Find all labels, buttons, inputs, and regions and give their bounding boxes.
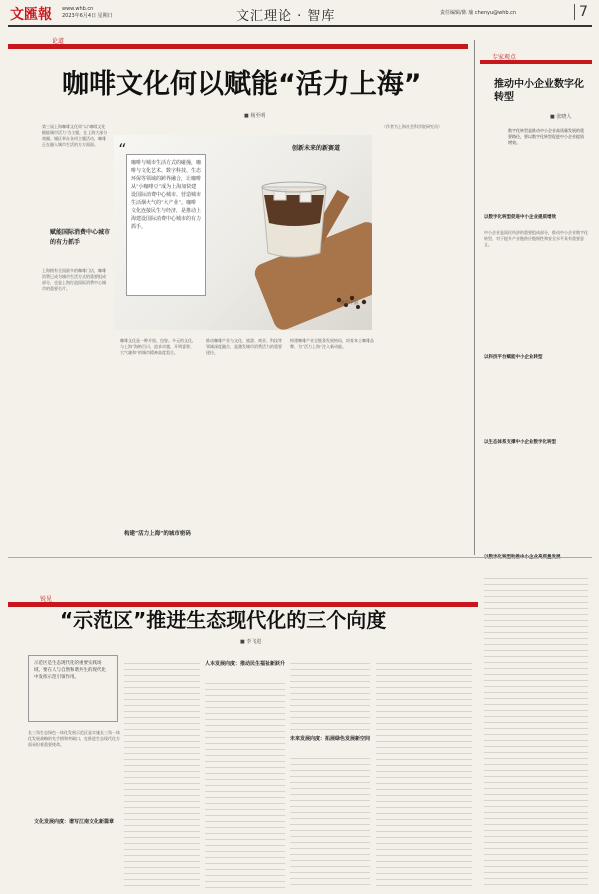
header-rule — [8, 25, 592, 27]
bottom-article-body: 长三角生态绿色一体化发展示范区是实施长三角一体化发展战略的先手棋和突破口，在推进生态现代化方面承担着重要使命。 — [28, 730, 120, 747]
bottom-text-column-4 — [376, 660, 472, 888]
top-article-body-5: 构建咖啡产业全链条发展格局，培育本土咖啡品牌，为“活力上海”注入新动能。 — [290, 338, 374, 349]
section-title: 文汇理论 · 智库 — [236, 9, 336, 24]
bottom-article-subhead-2: 未来发展向度：拓展绿色发展新空间 — [290, 736, 371, 742]
bottom-text-column-3b — [290, 755, 370, 888]
bottom-article-pull-quote: 示范区是生态现代化的重要实践场域，要在人与自然和谐共生的现代化中发挥示范引领作用。 — [34, 661, 106, 680]
top-article-headline: 咖啡文化何以赋能“活力上海” — [62, 69, 422, 100]
issue-date: 2023年6月4日 星期日 — [62, 13, 113, 19]
top-article-body-6: （作者为上海社会科学院研究员） — [382, 124, 442, 129]
photo-credit: 视觉中国 — [340, 301, 358, 306]
bottom-article-headline: “示范区”推进生态现代化的三个向度 — [60, 608, 387, 632]
side-article-subhead-3: 以生态体系支撑中小企业数字化转型 — [484, 440, 556, 445]
side-article-subhead-4 — [484, 555, 588, 561]
top-article-tag: 论道 — [52, 38, 65, 45]
bottom-text-column-1 — [124, 660, 200, 888]
bottom-article-subhead-1: 人本发展向度：推动民生福祉新跃升 — [205, 661, 286, 667]
top-article-subhead-3: 构建“活力上海”的城市密码 — [124, 531, 191, 537]
top-article-byline: ■ 杨至明 — [244, 113, 266, 119]
top-article-body-1: 第三届上海咖啡文化周“以‘咖啡文化赋能城市活力’为主题，在上海大部分商圈、城区举办各项主题活动，咖啡正在融入城市生活的方方面面。 — [42, 124, 108, 147]
page-number: 7 — [574, 4, 588, 20]
top-article-subhead-1: 赋能国际消费中心城市的有力抓手 — [50, 229, 111, 246]
top-article-body-4: 推动咖啡产业与文化、旅游、商业、科技等领域深度融合，是激发城市消费活力的重要途径。 — [206, 338, 282, 355]
newspaper-logo: 文匯報 — [10, 7, 52, 23]
bottom-article-subhead-3: 文化发展向度：谱写江南文化新篇章 — [34, 819, 115, 825]
side-article-subhead-2: 以科技平台赋能中小企业转型 — [484, 355, 543, 360]
bottom-text-column-3a — [290, 660, 370, 730]
quote-mark-icon: “ — [118, 140, 127, 159]
editor-credit: 责任编辑/陈 瑜 chenyu@whb.cn — [440, 10, 517, 16]
top-article-bar — [8, 44, 468, 49]
side-text-column-lower — [484, 575, 588, 888]
side-article-byline: ■ 张晓人 — [550, 114, 572, 120]
site-url: www.whb.cn — [62, 6, 94, 12]
section-divider — [8, 557, 592, 558]
top-article-subhead-2: 创新未来的新赛道 — [292, 145, 341, 152]
bottom-article-tag: 锐见 — [40, 596, 53, 603]
column-divider — [474, 40, 475, 555]
top-article-pull-quote: 咖啡与城市生活方式的碰撞，咖啡与文化艺术、数字科技、生态环保等领域的跨界融合，让咖啡从“小咖啡豆”成为上海加快建设国际消费中心城市、营造城市生活烟火气的“大产业”。咖啡文化连接民生与经济，是推动上海建设国际消费中心城市的有力抓手。 — [126, 154, 206, 296]
side-article-headline: 推动中小企业数字化转型 — [494, 79, 584, 103]
top-article-body-3: 咖啡文化是一种开放、包容、多元的文化，与上海“海纳百川、追求卓越、开明睿智、大气谦和”的城市精神高度契合。 — [120, 338, 196, 355]
side-article-lead: 数字化转型是推动中小企业高质量发展的重要路径，要以数字化转型促进中小企业提质增效。 — [508, 128, 584, 145]
side-article-body: 中小企业是国民经济的重要组成部分，推动中小企业数字化转型，对于提升产业链供应链韧性和安全水平具有重要意义。 — [484, 230, 588, 247]
top-article-body-2: 上海拥有全国最多的咖啡门店，咖啡消费已成为城市生活方式的重要组成部分，也是上海打造国际消费中心城市的重要名片。 — [42, 268, 106, 291]
bottom-text-column-2 — [205, 680, 285, 888]
side-article-tag: 专家观点 — [492, 54, 517, 61]
bottom-article-byline: ■ 李飞进 — [240, 639, 262, 645]
side-article-subhead-1: 以数字化转型促进中小企业提质增效 — [484, 215, 556, 220]
masthead-meta — [62, 6, 113, 20]
